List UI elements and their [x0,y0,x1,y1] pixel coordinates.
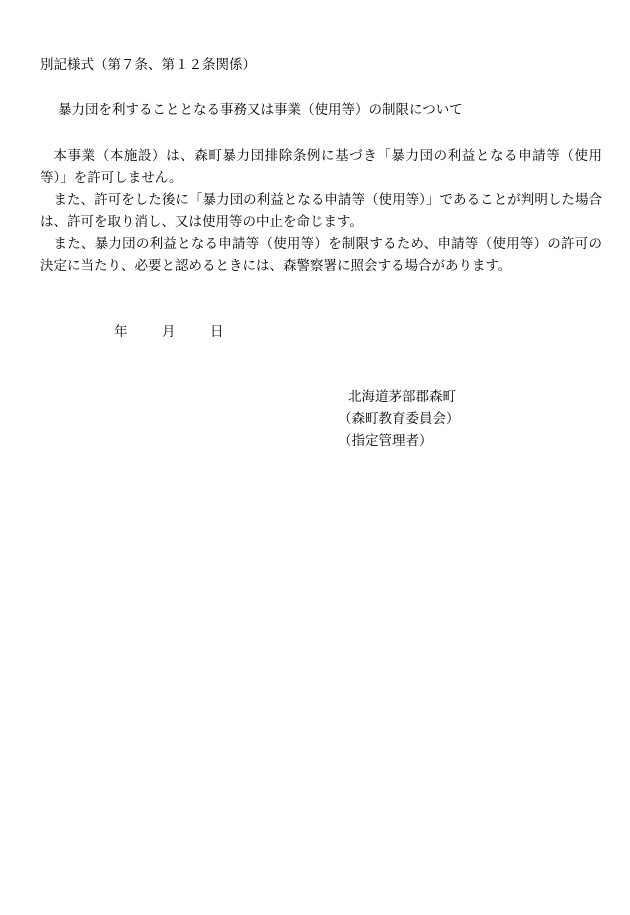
paragraph-no-permission: 本事業（本施設）は、森町暴力団排除条例に基づき「暴力団の利益となる申請等（使用等）」を許可しません。 [40,148,602,186]
date-month-label: 月 [162,324,176,340]
document-title: 暴力団を利することとなる事務又は事業（使用等）の制限について [58,102,463,118]
paragraph-police-inquiry: また、暴力団の利益となる申請等（使用等）を制限するため、申請等（使用等）の許可の決定に当たり、必要と認めるときには、森警察署に照会する場合があります。 [40,236,602,274]
issuer-town: 北海道茅部郡森町 [348,389,456,405]
issuer-manager: （指定管理者） [338,433,433,449]
issuer-block [338,386,460,452]
issuer-board: （森町教育委員会） [338,411,460,427]
document-body [40,145,602,277]
form-label: 別記様式（第７条、第１２条関係） [40,57,256,73]
paragraph-revocation: また、許可をした後に「暴力団の利益となる申請等（使用等）」であることが判明した場合は、許可を取り消し、又は使用等の中止を命じます。 [40,192,602,230]
date-year-label: 年 [114,324,128,340]
date-day-label: 日 [210,324,224,340]
